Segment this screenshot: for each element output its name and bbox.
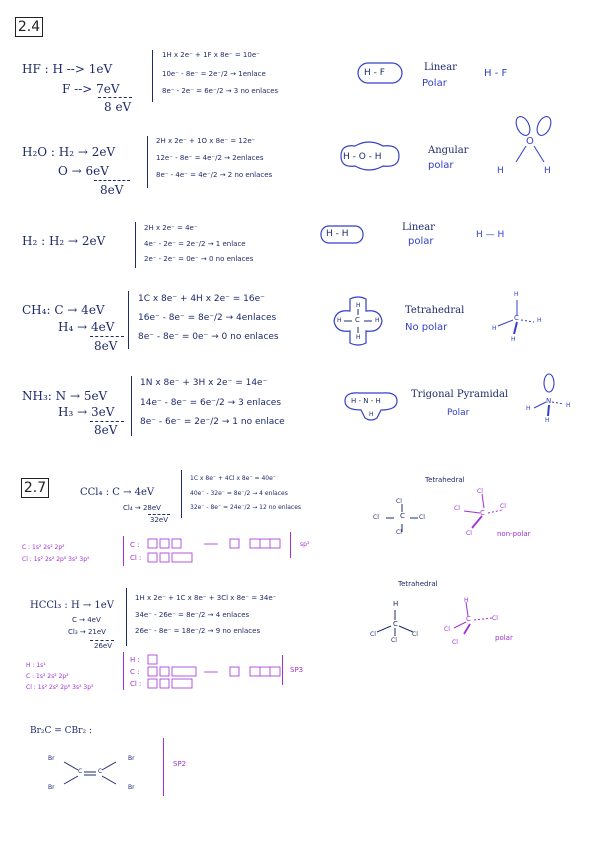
h2-calc-2: 4e⁻ - 2e⁻ = 2e⁻/2 → 1 enlace [144, 240, 246, 248]
ccl4-lewis-cl-right: Cl [419, 514, 425, 521]
ch4-model-h-bottom: H [511, 336, 516, 343]
ch4-row-h: H₄ → 4eV [58, 320, 115, 334]
ch4-brace [128, 291, 129, 349]
h2o-total: 8eV [100, 183, 124, 197]
ch4-polarity: No polar [405, 322, 448, 333]
hccl3-model-h: H [464, 597, 469, 604]
hf-lewis-text: H - F [364, 68, 385, 78]
section-label-2-7: 2.7 [21, 478, 49, 498]
hccl3-calc-1: 1H x 2e⁻ + 1C x 8e⁻ + 3Cl x 8e⁻ = 34e⁻ [135, 594, 277, 602]
hccl3-model-cl-left: Cl [444, 626, 450, 633]
ch4-total-rule [90, 336, 124, 337]
hccl3-lewis-c: C [393, 620, 398, 628]
ccl4-lewis-cl-left: Cl [373, 514, 379, 521]
h2-calc-3: 2e⁻ - 2e⁻ = 0e⁻ → 0 no enlaces [144, 255, 254, 263]
h2-lewis-text: H - H [326, 229, 349, 239]
nh3-polarity: Polar [447, 408, 470, 418]
nh3-calc-1: 1N x 8e⁻ + 3H x 2e⁻ = 14e⁻ [140, 378, 268, 388]
ccl4-config-c: C : 1s² 2s² 2p² [22, 544, 65, 551]
nh3-calc-3: 8e⁻ - 6e⁻ = 2e⁻/2 → 1 no enlace [140, 417, 285, 427]
br2c-atom-br2: Br [48, 784, 55, 791]
ccl4-model-cl-left: Cl [454, 505, 460, 512]
hccl3-polarity: polar [495, 634, 513, 642]
ccl4-geometry: Tetrahedral [425, 476, 465, 484]
ch4-lewis-h-right: H [375, 317, 380, 324]
ccl4-model-c: C [480, 509, 485, 517]
ch4-calc-3: 8e⁻ - 8e⁻ = 0e⁻ → 0 no enlaces [138, 332, 279, 342]
h2o-polarity: polar [428, 160, 454, 171]
hf-model: H - F [484, 68, 508, 79]
ch4-model-h-right: H [537, 317, 542, 324]
h2o-row-o: O → 6eV [58, 164, 109, 178]
hccl3-lewis-structure [365, 598, 435, 648]
h2o-model-h1: H [497, 166, 504, 176]
hccl3-geometry: Tetrahedral [398, 580, 438, 588]
nh3-brace [131, 376, 132, 436]
ccl4-lewis-cl-top: Cl [396, 498, 402, 505]
ccl4-config-cl: Cl : 1s² 2s² 2p⁶ 3s² 3p⁵ [22, 556, 90, 563]
h2-polarity: polar [408, 236, 434, 247]
hf-row-f: F --> 7eV [62, 82, 120, 96]
ch4-lewis-c: C [355, 316, 360, 324]
hccl3-model-cl-right: Cl [492, 615, 498, 622]
ccl4-model-cl-right: Cl [500, 503, 506, 510]
ccl4-orbital-brace [123, 536, 124, 566]
ccl4-brace [181, 470, 182, 518]
br2c-hybrid: SP2 [173, 760, 187, 768]
hccl3-orb-c-label: C : [130, 668, 140, 676]
ccl4-hybrid-brace [290, 532, 291, 558]
section-label-2-4: 2.4 [15, 17, 43, 37]
h2o-calc-3: 8e⁻ - 4e⁻ = 4e⁻/2 → 2 no enlaces [156, 171, 273, 179]
hccl3-hybrid: SP3 [290, 666, 304, 674]
h2o-total-rule [94, 180, 130, 181]
nh3-row-h: H₃ → 3eV [58, 405, 115, 419]
h2o-model-o: O [526, 136, 534, 147]
ccl4-calc-1: 1C x 8e⁻ + 4Cl x 8e⁻ = 40e⁻ [190, 475, 276, 482]
hf-calc-3: 8e⁻ - 2e⁻ = 6e⁻/2 → 3 no enlaces [162, 87, 279, 95]
hccl3-config-cl: Cl : 1s² 2s² 2p⁶ 3s² 3p⁵ [26, 684, 94, 691]
ccl4-orb-cl-label: Cl : [130, 554, 142, 562]
hf-calc-1: 1H x 2e⁻ + 1F x 8e⁻ = 10e⁻ [162, 51, 260, 59]
ch4-model-h-left: H [492, 325, 497, 332]
hf-total: 8 eV [104, 100, 132, 114]
h2o-model-h2: H [544, 166, 551, 176]
ccl4-calc-2: 40e⁻ - 32e⁻ = 8e⁻/2 → 4 enlaces [190, 490, 288, 497]
ccl4-lewis-c: C [400, 512, 405, 520]
hccl3-orbital-brace [123, 652, 124, 690]
ch4-calc-2: 16e⁻ - 8e⁻ = 8e⁻/2 → 4enlaces [138, 313, 277, 323]
br2c-atom-br4: Br [128, 784, 135, 791]
ch4-total: 8eV [94, 339, 118, 353]
hf-geometry: Linear [424, 62, 457, 73]
h2-brace [135, 222, 136, 268]
hccl3-lewis-cl-bottom: Cl [391, 637, 397, 644]
hf-polarity: Polar [422, 78, 447, 89]
br2c-atom-c1: C [78, 768, 83, 775]
ccl4-row-c: CCl₄ : C → 4eV [80, 487, 155, 498]
nh3-calc-2: 14e⁻ - 8e⁻ = 6e⁻/2 → 3 enlaces [140, 398, 282, 408]
ccl4-calc-3: 32e⁻ - 8e⁻ = 24e⁻/2 → 12 no enlaces [190, 504, 302, 511]
nh3-lewis-h-bottom: H [369, 411, 374, 418]
ccl4-orb-c-label: C : [130, 541, 140, 549]
ccl4-row-cl: Cl₄ → 28eV [123, 504, 161, 512]
ccl4-hybrid: sp³ [300, 541, 310, 548]
ccl4-orbital-boxes [146, 526, 296, 566]
ch4-model-h-top: H [514, 291, 519, 298]
h2o-lewis-text: H - O - H [343, 152, 382, 162]
h2o-geometry: Angular [428, 145, 469, 156]
hccl3-total: 26eV [94, 642, 113, 650]
nh3-model-h-bottom: H [545, 417, 550, 424]
hccl3-model-c: C [466, 615, 471, 623]
nh3-model-h-right: H [566, 402, 571, 409]
br2c-atom-br1: Br [48, 755, 55, 762]
ch4-lewis-h-top: H [356, 302, 361, 309]
br2c-atom-c2: C [98, 768, 103, 775]
hccl3-orb-cl-label: Cl : [130, 680, 142, 688]
nh3-lewis-text: H - N - H [351, 397, 381, 405]
ch4-calc-1: 1C x 8e⁻ + 4H x 2e⁻ = 16e⁻ [138, 294, 265, 304]
ch4-row-c: CH₄: C → 4eV [22, 303, 105, 317]
nh3-total: 8eV [94, 423, 118, 437]
hccl3-brace [126, 588, 127, 646]
nh3-model-h-left: H [526, 405, 531, 412]
ccl4-total: 32eV [150, 516, 169, 524]
ccl4-total-rule [148, 514, 170, 515]
h2o-calc-1: 2H x 2e⁻ + 1O x 8e⁻ = 12e⁻ [156, 137, 256, 145]
hf-brace [152, 50, 153, 102]
h2o-calc-2: 12e⁻ - 8e⁻ = 4e⁻/2 → 2enlaces [156, 154, 264, 162]
ch4-model-c: C [514, 314, 519, 322]
br2c-hybrid-brace [163, 738, 164, 796]
ccl4-lewis-cl-bottom: Cl [396, 529, 402, 536]
h2o-model [500, 112, 570, 182]
hccl3-row-c: C → 4eV [72, 616, 101, 624]
hccl3-calc-2: 34e⁻ - 26e⁻ = 8e⁻/2 → 4 enlaces [135, 611, 250, 619]
h2-model: H — H [476, 230, 505, 240]
hccl3-row-h: HCCl₃ : H → 1eV [30, 600, 114, 611]
hccl3-config-h: H : 1s¹ [26, 662, 46, 669]
hccl3-hybrid-brace [282, 655, 283, 685]
hccl3-row-cl: Cl₃ → 21eV [68, 628, 106, 636]
h2o-brace [147, 136, 148, 188]
h2-calc-1: 2H x 2e⁻ = 4e⁻ [144, 224, 198, 232]
h2-row-h: H₂ : H₂ → 2eV [22, 234, 106, 248]
ccl4-model-cl-top: Cl [477, 488, 483, 495]
ch4-geometry: Tetrahedral [405, 305, 465, 316]
nh3-model-n: N [546, 397, 552, 405]
hf-calc-2: 10e⁻ - 8e⁻ = 2e⁻/2 → 1enlace [162, 70, 266, 78]
hccl3-config-c: C : 1s² 2s² 2p² [26, 673, 69, 680]
ccl4-lewis-structure [370, 494, 440, 544]
hccl3-lewis-cl-right: Cl [412, 631, 418, 638]
hccl3-total-rule [90, 640, 114, 641]
hccl3-calc-3: 26e⁻ - 8e⁻ = 18e⁻/2 → 9 no enlaces [135, 627, 261, 635]
hccl3-model-cl-bottom: Cl [452, 639, 458, 646]
ch4-lewis-h-bottom: H [356, 334, 361, 341]
br2c-title: Br₂C = CBr₂ : [30, 726, 92, 736]
h2-geometry: Linear [402, 222, 435, 233]
br2c-atom-br3: Br [128, 755, 135, 762]
hccl3-lewis-h: H [393, 600, 399, 608]
ch4-lewis-h-left: H [337, 317, 342, 324]
hf-row-h: HF : H --> 1eV [22, 62, 113, 76]
nh3-row-n: NH₃: N → 5eV [22, 389, 108, 403]
hccl3-orb-h-label: H : [130, 656, 140, 664]
hf-total-rule [98, 97, 132, 98]
hccl3-orbital-boxes [146, 645, 296, 693]
nh3-total-rule [90, 421, 124, 422]
ccl4-model-cl-bottom: Cl [466, 530, 472, 537]
ccl4-polarity: non-polar [497, 530, 531, 538]
h2o-row-h: H₂O : H₂ → 2eV [22, 145, 116, 159]
hccl3-lewis-cl-left: Cl [370, 631, 376, 638]
nh3-geometry: Trigonal Pyramidal [411, 389, 509, 400]
